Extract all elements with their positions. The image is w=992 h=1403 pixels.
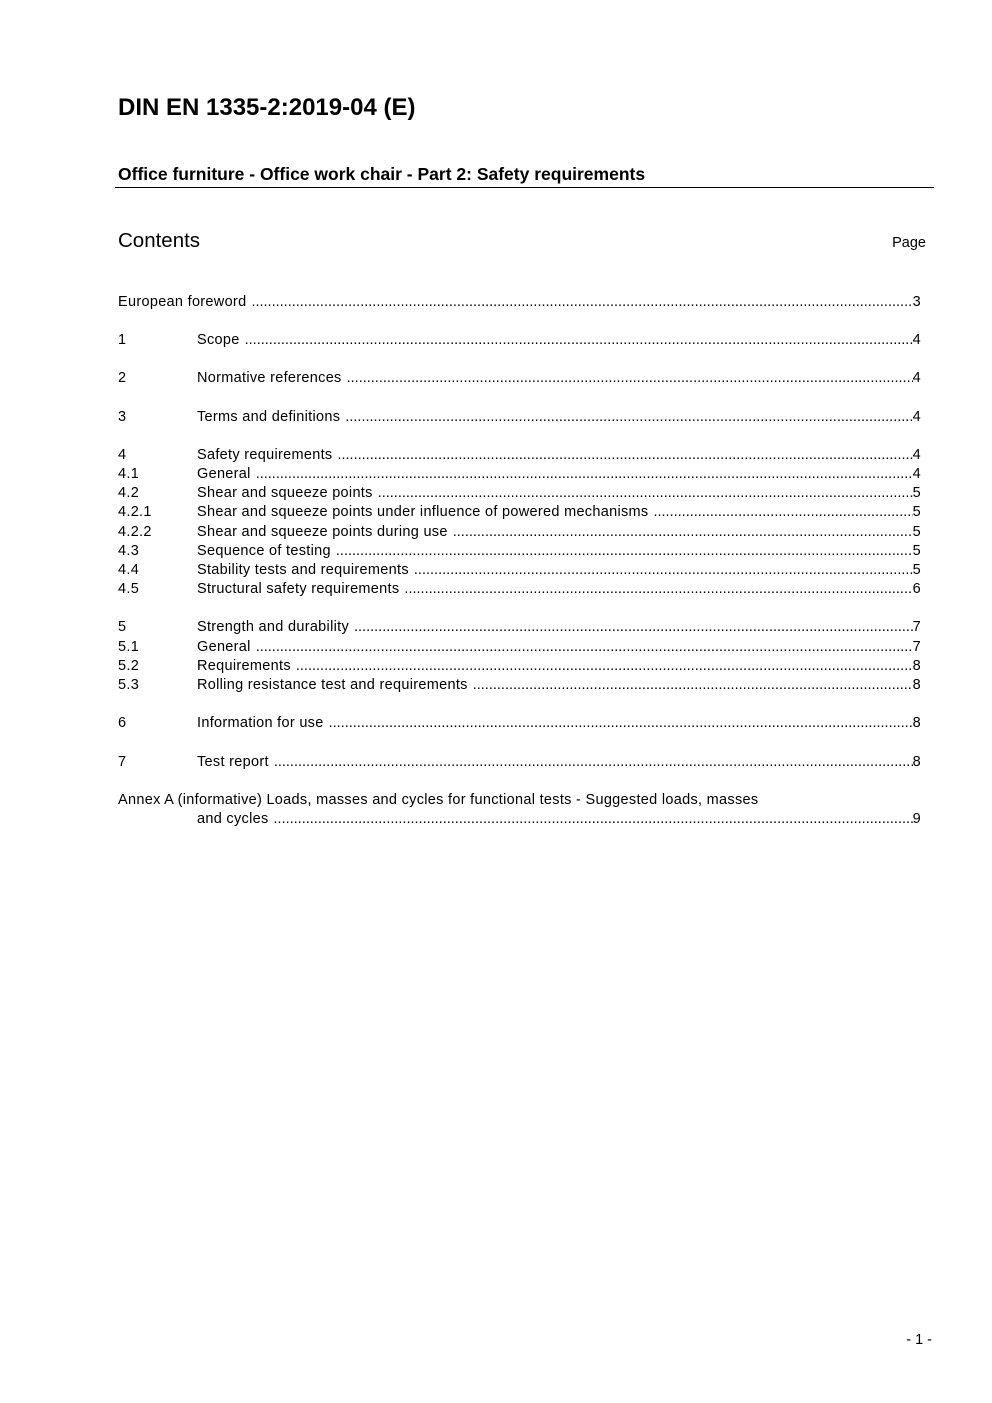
toc-entry-7[interactable] [118, 753, 921, 772]
toc-entry-annex-a-line2[interactable] [118, 810, 921, 829]
toc-entry-title: Normative references [197, 370, 342, 386]
toc-entry-page: 6 [912, 581, 921, 597]
toc-dot-leader [653, 503, 912, 522]
table-of-contents [118, 0, 921, 1403]
toc-entry-title: Stability tests and requirements [197, 562, 409, 578]
toc-entry-number: 3 [118, 409, 127, 425]
footer-page-number: - 1 - [906, 1332, 932, 1348]
contents-heading: Contents [118, 229, 201, 252]
toc-entry-5-3[interactable] [118, 676, 921, 695]
toc-entry-number: 4.2.2 [118, 524, 152, 540]
toc-entry-title: General [197, 466, 251, 482]
toc-entry-title: Structural safety requirements [197, 581, 400, 597]
toc-entry-page: 4 [912, 409, 921, 425]
toc-entry-4-3[interactable] [118, 542, 921, 561]
toc-entry-number: 6 [118, 715, 127, 731]
toc-entry-title: Sequence of testing [197, 543, 331, 559]
toc-dot-leader [251, 293, 912, 312]
toc-entry-page: 3 [912, 294, 921, 310]
toc-entry-4-2-1[interactable] [118, 503, 921, 522]
toc-entry-4-5[interactable] [118, 580, 921, 599]
toc-dot-leader [256, 465, 913, 484]
toc-entry-page: 5 [912, 562, 921, 578]
toc-entry-5-2[interactable] [118, 657, 921, 676]
toc-entry-number: 5 [118, 619, 127, 635]
toc-dot-leader [414, 561, 913, 580]
toc-dot-leader [336, 542, 913, 561]
document-title: Office furniture - Office work chair - Part 2: Safety requirements [118, 164, 646, 184]
toc-entry-title: Shear and squeeze points [197, 485, 373, 501]
toc-dot-leader [256, 638, 913, 657]
toc-entry-number: 5.3 [118, 677, 140, 693]
toc-entry-4-2[interactable] [118, 484, 921, 503]
toc-entry-number: 4.5 [118, 581, 140, 597]
toc-entry-title: Shear and squeeze points under influence of powered mechanisms [197, 504, 649, 520]
toc-entry-page: 4 [912, 466, 921, 482]
toc-entry-title: Requirements [197, 658, 291, 674]
page-column-label: Page [892, 235, 926, 251]
toc-entry-page: 9 [912, 811, 921, 827]
toc-annex-title-line2: and cycles [197, 811, 269, 827]
toc-entry-page: 8 [912, 677, 921, 693]
toc-entry-2[interactable] [118, 369, 921, 388]
toc-dot-leader [345, 408, 912, 427]
toc-dot-leader [337, 446, 912, 465]
toc-entry-1[interactable] [118, 331, 921, 350]
toc-entry-page: 5 [912, 524, 921, 540]
toc-entry-title: Strength and durability [197, 619, 349, 635]
toc-entry-page: 5 [912, 543, 921, 559]
toc-entry-6[interactable] [118, 714, 921, 733]
toc-entry-page: 8 [912, 715, 921, 731]
toc-entry-title: Test report [197, 754, 269, 770]
toc-annex-title-line1: Annex A (informative) Loads, masses and cycles for functional tests - Suggested loads, masses [118, 792, 759, 808]
toc-entry-number: 4.2.1 [118, 504, 152, 520]
toc-entry-page: 5 [912, 504, 921, 520]
toc-entry-4-1[interactable] [118, 465, 921, 484]
toc-entry-page: 8 [912, 754, 921, 770]
toc-entry-title: Terms and definitions [197, 409, 341, 425]
toc-entry-4-4[interactable] [118, 561, 921, 580]
toc-entry-number: 4 [118, 447, 127, 463]
toc-entry-number: 4.4 [118, 562, 140, 578]
toc-entry-page: 5 [912, 485, 921, 501]
toc-dot-leader [354, 618, 913, 637]
document-id: DIN EN 1335-2:2019-04 (E) [118, 94, 416, 121]
toc-entry-number: 7 [118, 754, 127, 770]
toc-entry-page: 7 [912, 639, 921, 655]
toc-dot-leader [329, 714, 913, 733]
toc-entry-title: General [197, 639, 251, 655]
toc-entry-title: Scope [197, 332, 240, 348]
toc-entry-page: 8 [912, 658, 921, 674]
toc-entry-4-2-2[interactable] [118, 523, 921, 542]
toc-entry-number: 4.3 [118, 543, 140, 559]
toc-entry-number: 4.2 [118, 485, 140, 501]
toc-dot-leader [274, 810, 913, 829]
toc-entry-3[interactable] [118, 408, 921, 427]
toc-entry-5-1[interactable] [118, 638, 921, 657]
toc-entry-page: 4 [912, 447, 921, 463]
toc-entry-number: 1 [118, 332, 127, 348]
toc-entry-number: 4.1 [118, 466, 140, 482]
toc-entry-page: 4 [912, 370, 921, 386]
toc-dot-leader [404, 580, 912, 599]
toc-entry-page: 4 [912, 332, 921, 348]
toc-dot-leader [347, 369, 913, 388]
toc-entry-4[interactable] [118, 446, 921, 465]
toc-dot-leader [378, 484, 913, 503]
toc-entry-title: Shear and squeeze points during use [197, 524, 448, 540]
toc-entry-title: Safety requirements [197, 447, 333, 463]
toc-dot-leader [296, 657, 913, 676]
toc-dot-leader [274, 753, 913, 772]
toc-entry-number: 5.2 [118, 658, 140, 674]
toc-dot-leader [473, 676, 913, 695]
toc-dot-leader [245, 331, 913, 350]
toc-entry-annex-a-line1[interactable] [118, 791, 921, 810]
toc-entry-european-foreword[interactable] [118, 293, 921, 312]
toc-entry-title: Information for use [197, 715, 324, 731]
toc-entry-page: 7 [912, 619, 921, 635]
toc-entry-number: 2 [118, 370, 127, 386]
toc-entry-title: European foreword [118, 294, 247, 310]
toc-entry-5[interactable] [118, 618, 921, 637]
toc-entry-title: Rolling resistance test and requirements [197, 677, 468, 693]
toc-dot-leader [453, 523, 913, 542]
toc-entry-number: 5.1 [118, 639, 140, 655]
